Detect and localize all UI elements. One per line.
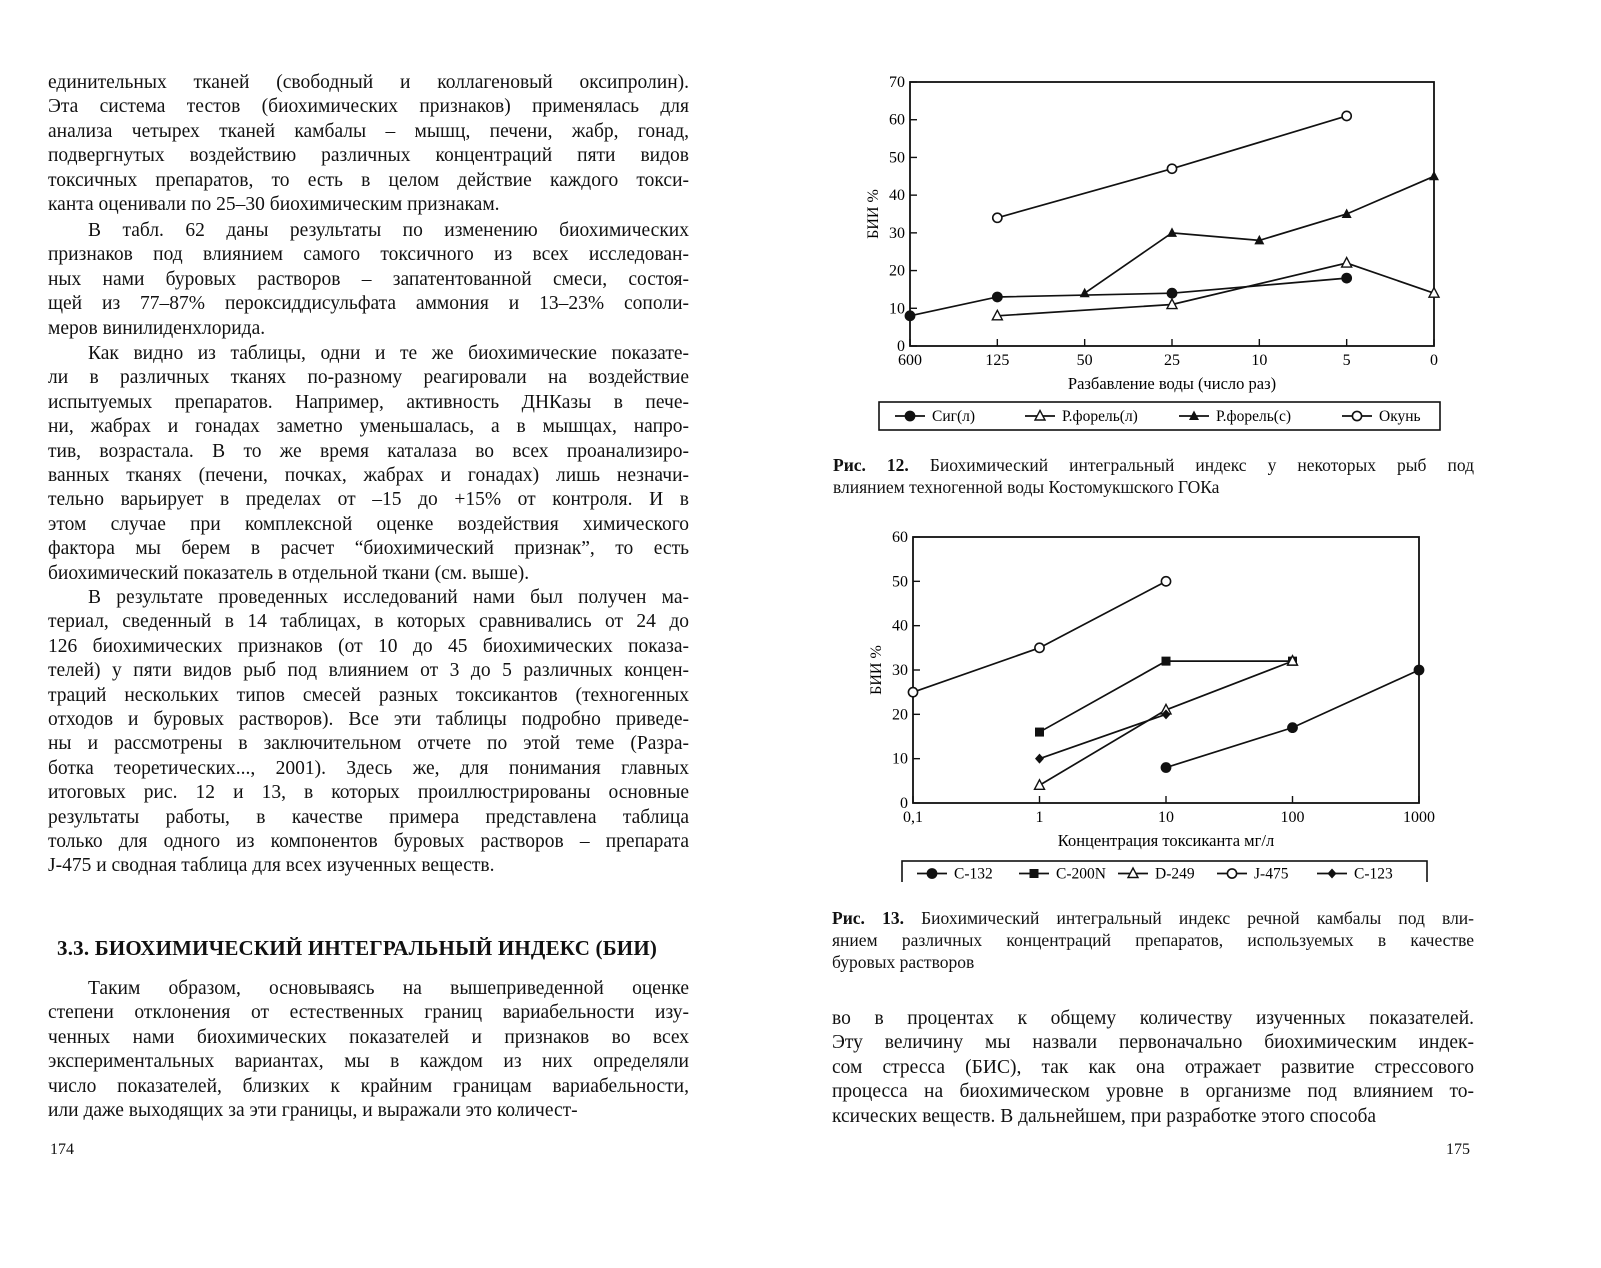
caption-text: Биохимический интегральный индекс у некоторых рыб под [908, 455, 1474, 475]
data-point [1167, 164, 1176, 173]
legend-label: J-475 [1254, 865, 1289, 882]
legend-label: D-249 [1155, 865, 1195, 882]
text-line: ванных тканях (печени, почках, жабрах и гонадах) лишь незначи- [48, 465, 689, 487]
data-point [993, 292, 1002, 301]
right-page [800, 0, 1601, 1268]
caption-text: влиянием техногенной воды Костомукшского ГОКа [833, 477, 1220, 497]
paragraph-1 [48, 71, 689, 217]
paragraph-5 [48, 977, 689, 1123]
series-line [910, 278, 1347, 316]
x-tick-label: 600 [898, 352, 922, 369]
text-line: итоговых рис. 12 и 13, в которых проиллюстрированы основные [48, 782, 689, 804]
page-number-right: 175 [1446, 1141, 1470, 1158]
y-tick-label: 30 [892, 662, 908, 679]
left-page [0, 0, 800, 1268]
text-line: только для одного из компонентов буровых растворов – препарата [48, 831, 689, 853]
paragraph-6 [832, 1007, 1474, 1129]
data-point [1342, 111, 1351, 120]
data-point [1035, 780, 1045, 790]
data-point [1167, 289, 1176, 298]
series-C-123 [1035, 709, 1171, 763]
legend-marker [927, 869, 936, 878]
caption-text: Биохимический интегральный индекс речной камбалы под вли- [903, 908, 1474, 928]
figure-13-chart [860, 522, 1460, 882]
x-tick-label: 10 [1251, 352, 1268, 369]
y-tick-label: 50 [889, 149, 905, 167]
figure-13-caption [832, 907, 1474, 973]
series-Окунь [993, 111, 1352, 222]
y-tick-label: 20 [889, 262, 905, 280]
text-line: 126 биохимических признаков (от 10 до 45 биохимических показа- [48, 635, 689, 657]
series-line [1040, 661, 1293, 732]
text-line: испытуемых препаратов. Например, активность ДНКазы в пече- [48, 391, 689, 413]
legend-label: C-132 [954, 865, 993, 882]
text-line: тельно варьирует в пределах от –15 до +15% от контроля. И в [48, 489, 689, 511]
page-number-left: 174 [50, 1141, 74, 1158]
legend-label: Сиг(л) [932, 408, 976, 425]
data-point [1342, 258, 1352, 268]
text-line: териал, сведенный в 14 таблицах, в которых сравнивались от 24 до [48, 611, 689, 633]
legend-marker [1352, 411, 1361, 420]
series-C-132 [1161, 665, 1423, 772]
data-point [1080, 288, 1090, 298]
text-line: J-475 и сводная таблица для всех изученных веществ. [48, 855, 495, 877]
y-tick-label: 60 [889, 111, 905, 129]
data-point [1161, 763, 1170, 772]
data-point [905, 311, 914, 320]
text-line: В табл. 62 даны результаты по изменению биохимических [88, 220, 689, 241]
y-tick-label: 70 [889, 74, 905, 91]
x-tick-label: 0,1 [903, 809, 923, 826]
legend [902, 861, 1427, 882]
y-tick-label: 10 [892, 750, 908, 768]
data-point [1288, 723, 1297, 732]
x-axis-label: Концентрация токсиканта мг/л [1057, 831, 1275, 850]
text-line: телей) у пяти видов рыб под влиянием от 3 до 5 различных концен- [48, 660, 689, 682]
legend-label: C-200N [1056, 865, 1106, 882]
series-Сиг(л) [905, 274, 1351, 321]
series-Р.форель(с) [1080, 171, 1439, 297]
figure-12-caption [833, 454, 1474, 498]
legend-marker [1227, 869, 1236, 878]
text-line: ных нами буровых растворов – запатентованной смеси, состоя- [48, 268, 689, 290]
text-line: признаков под влиянием самого токсичного из всех исследован- [48, 244, 689, 266]
text-line: Таким образом, основываясь на вышеприведенной оценке [88, 978, 689, 999]
x-tick-label: 1000 [1403, 809, 1435, 826]
legend-marker [905, 411, 914, 420]
text-line: ботка теоретических..., 2001). Здесь же, для понимания главных [48, 757, 689, 779]
series-C-200N [1035, 657, 1297, 737]
y-tick-label: 0 [897, 338, 905, 355]
text-line: процесса на биохимическом уровне в организме под влиянием то- [832, 1081, 1474, 1103]
text-line: сом стресса (БИС), так как она отражает развитие стрессового [832, 1056, 1474, 1078]
text-line: канта оценивали по 25–30 биохимическим признакам. [48, 194, 500, 216]
text-line: Эту величину мы назвали первоначально биохимическим индек- [832, 1032, 1474, 1054]
caption-text: буровых растворов [832, 952, 975, 972]
data-point [908, 688, 917, 697]
legend-label: C-123 [1354, 865, 1393, 882]
x-tick-label: 125 [985, 352, 1010, 369]
text-line: во в процентах к общему количеству изученных показателей. [832, 1008, 1474, 1029]
series-line [1166, 670, 1419, 768]
y-tick-label: 60 [892, 529, 908, 546]
y-tick-label: 40 [889, 187, 905, 205]
data-point [1162, 657, 1171, 666]
data-point [1035, 728, 1044, 737]
paragraph-3 [48, 342, 689, 586]
y-axis-label: БИИ % [865, 189, 882, 239]
x-tick-label: 10 [1158, 809, 1174, 826]
legend-marker [1030, 869, 1039, 878]
text-line: этом случае при комплексной оценке воздействия химического [48, 513, 689, 535]
text-line: подвергнутых воздействию различных концентраций пяти видов [48, 145, 689, 167]
x-tick-label: 0 [1430, 352, 1438, 369]
text-line: меров винилиденхлорида. [48, 317, 266, 339]
paragraph-2 [48, 219, 689, 341]
data-point [1167, 227, 1177, 237]
text-line: экспериментальных вариантах, мы в каждом из них определяли [48, 1051, 689, 1073]
data-point [993, 213, 1002, 222]
legend-label: Р.форель(л) [1062, 408, 1138, 425]
x-tick-label: 25 [1164, 352, 1180, 369]
x-tick-label: 100 [1280, 809, 1305, 826]
text-line: фактора мы берем в расчет “биохимический признак”, то есть [48, 538, 689, 560]
text-line: ченных нами биохимических показателей и признаков во всех [48, 1026, 689, 1048]
text-line: щей из 77–87% пероксиддисульфата аммония и 13–23% сополи- [48, 293, 689, 315]
text-line: результаты работы, в качестве примера представлена таблица [48, 806, 689, 828]
legend-marker [1328, 869, 1337, 879]
text-line: В результате проведенных исследований нами был получен ма- [88, 587, 689, 608]
text-line: ксических веществ. В дальнейшем, при разработке этого способа [832, 1105, 1377, 1127]
x-tick-label: 50 [1076, 352, 1093, 369]
y-tick-label: 20 [892, 706, 908, 724]
text-line: Эта система тестов (биохимических признаков) применялась для [48, 96, 689, 118]
y-tick-label: 40 [892, 617, 908, 635]
paragraph-4 [48, 586, 689, 879]
text-line: ни, жабрах и гонадах заметно уменьшалась, а в мышцах, напро- [48, 416, 689, 438]
figure-label: Рис. 13. [832, 908, 904, 928]
data-point [1035, 754, 1044, 764]
legend [879, 402, 1440, 430]
text-line: или даже выходящих за эти границы, и выражали это количест- [48, 1100, 578, 1122]
text-line: отходов и буровых растворов). Все эти таблицы подробно приведе- [48, 709, 689, 731]
figure-label: Рис. 12. [833, 455, 909, 475]
x-axis-label: Разбавление воды (число раз) [1067, 374, 1277, 393]
data-point [1342, 274, 1351, 283]
text-line: единительных тканей (свободный и коллагеновый оксипролин). [48, 72, 689, 93]
text-line: тив, возрастала. В то же время каталаза во всех проанализиро- [48, 440, 689, 462]
text-line: Как видно из таблицы, одни и те же биохимические показате- [88, 343, 689, 364]
text-line: биохимический показатель в отдельной ткани (см. выше). [48, 562, 530, 584]
data-point [1429, 171, 1439, 181]
data-point [1161, 577, 1170, 586]
section-heading: 3.3. БИОХИМИЧЕСКИЙ ИНТЕГРАЛЬНЫЙ ИНДЕКС (БИИ) [57, 936, 658, 960]
y-tick-label: 0 [900, 795, 908, 812]
legend-label: Окунь [1379, 408, 1421, 425]
text-line: ны и рассмотрены в заключительном отчете по этой теме (Разра- [48, 733, 689, 755]
y-tick-label: 30 [889, 224, 905, 242]
x-tick-label: 5 [1342, 352, 1351, 369]
y-tick-label: 10 [889, 300, 905, 318]
text-line: число показателей, близких к крайним границам вариабельности, [48, 1075, 689, 1097]
text-line: токсичных препаратов, то есть в целом действие каждого токси- [48, 169, 689, 191]
data-point [1414, 665, 1423, 674]
text-line: ли в различных тканях по-разному реагировали на воздействие [48, 367, 689, 389]
legend-label: Р.форель(с) [1216, 408, 1291, 425]
data-point [1035, 643, 1044, 652]
x-tick-label: 1 [1035, 809, 1044, 826]
series-J-475 [908, 577, 1170, 697]
y-tick-label: 50 [892, 573, 908, 591]
text-line: степени отклонения от естественных границ вариабельности изу- [48, 1002, 689, 1024]
caption-text: янием различных концентраций препаратов, используемых в качестве [832, 930, 1474, 950]
figure-12-chart [850, 66, 1490, 436]
text-line: траций нескольких типов смесей разных токсикантов (техногенных [48, 684, 689, 706]
series-line [913, 581, 1166, 692]
y-axis-label: БИИ % [868, 645, 885, 695]
text-line: анализа четырех тканей камбалы – мышц, печени, жабр, гонад, [48, 120, 689, 142]
